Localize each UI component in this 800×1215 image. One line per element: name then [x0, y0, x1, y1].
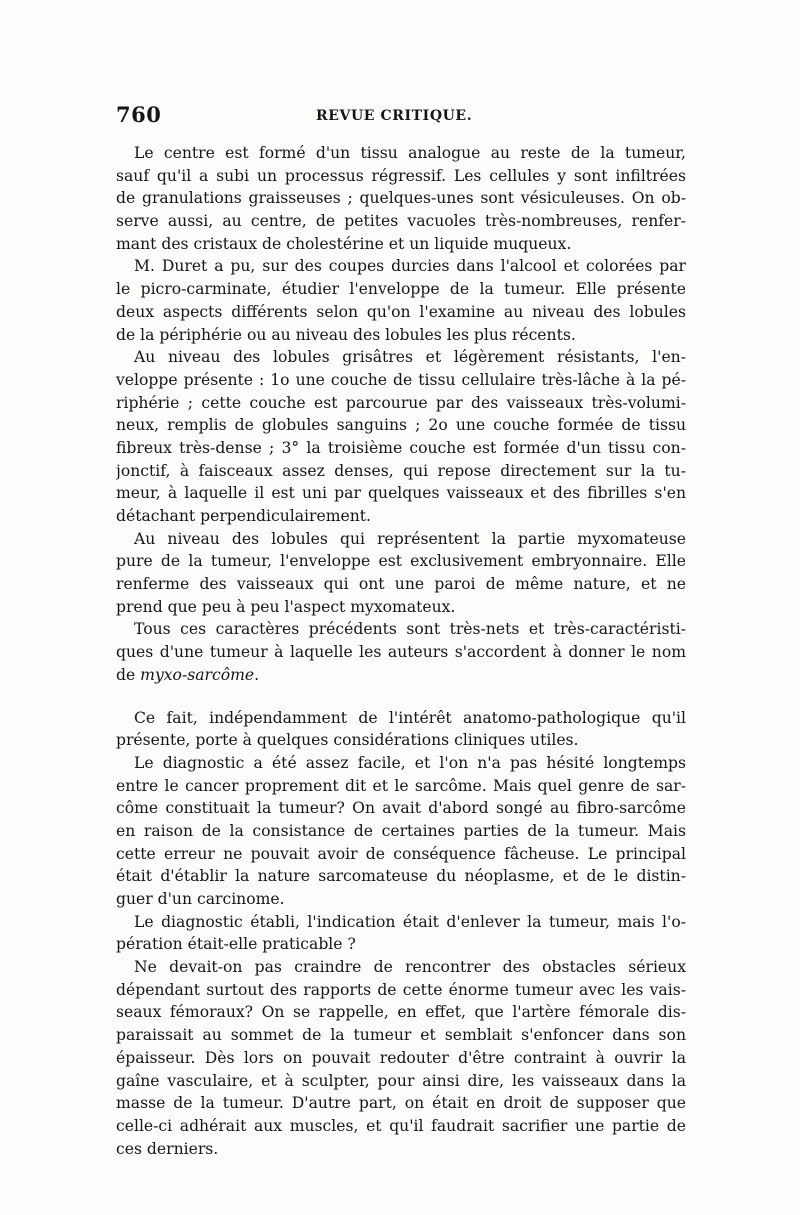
text-line: riphérie ; cette couche est parcourue par des vaisseaux très-volumi- — [116, 393, 686, 412]
paragraph — [116, 346, 686, 528]
text-line: présente, porte à quelques considérations cliniques utiles. — [116, 731, 579, 750]
text-line: de la périphérie ou au niveau des lobules les plus récents. — [116, 325, 576, 344]
paragraph — [116, 618, 686, 686]
page-header — [116, 100, 686, 130]
text-line: Ce fait, indépendamment de l'intérêt anatomo-pathologique qu'il — [134, 708, 686, 727]
text-line: cette erreur ne pouvait avoir de conséquence fâcheuse. Le principal — [116, 844, 686, 863]
paragraph — [116, 255, 686, 346]
text-line: ques d'une tumeur à laquelle les auteurs s'accordent à donner le nom — [116, 643, 686, 662]
text-line: celle-ci adhérait aux muscles, et qu'il faudrait sacrifier une partie de — [116, 1116, 686, 1135]
text-line: Au niveau des lobules grisâtres et légèrement résistants, l'en- — [134, 348, 686, 367]
text-line: détachant perpendiculairement. — [116, 507, 372, 525]
page-number: 760 — [116, 102, 162, 127]
paragraph — [116, 528, 686, 619]
text-line: prend que peu à peu l'aspect myxomateux. — [116, 597, 456, 616]
paragraph — [116, 752, 686, 911]
text-line: M. Duret a pu, sur des coupes durcies dans l'alcool et colorées par — [134, 257, 686, 276]
text-line — [116, 664, 686, 687]
text-line: ces derniers. — [116, 1139, 219, 1158]
section-gap — [116, 687, 686, 707]
text-line: seaux fémoraux? On se rappelle, en effet, que l'artère fémorale dis- — [116, 1003, 686, 1022]
paragraph — [116, 707, 686, 752]
text-line: sauf qu'il a subi un processus régressif. Les cellules y sont infiltrées — [116, 166, 686, 185]
text-line: serve aussi, au centre, de petites vacuoles très-nombreuses, renfer- — [116, 212, 686, 231]
text-fragment: . — [254, 665, 260, 684]
text-line: paraissait au sommet de la tumeur et semblait s'enfoncer dans son — [116, 1026, 686, 1045]
text-line: épaisseur. Dès lors on pouvait redouter d'être contraint à ouvrir la — [116, 1048, 686, 1067]
text-line: entre le cancer proprement dit et le sarcôme. Mais quel genre de sar- — [116, 776, 686, 795]
text-line: guer d'un carcinome. — [116, 890, 285, 908]
text-line: dépendant surtout des rapports de cette énorme tumeur avec les vais- — [116, 980, 686, 999]
text-line: le picro-carminate, étudier l'enveloppe de la tumeur. Elle présente — [116, 280, 686, 299]
text-line: mant des cristaux de cholestérine et un liquide muqueux. — [116, 234, 572, 253]
text-line: Au niveau des lobules qui représentent la partie myxomateuse — [134, 529, 686, 548]
text-fragment: de — [116, 665, 141, 684]
text-line: neux, remplis de globules sanguins ; 2o une couche formée de tissu — [116, 416, 686, 435]
text-line: de granulations graisseuses ; quelques-unes sont vésiculeuses. On ob- — [116, 189, 686, 208]
text-line: Tous ces caractères précédents sont très-nets et très-caractéristi- — [134, 620, 686, 639]
text-line: Le centre est formé d'un tissu analogue au reste de la tumeur, — [134, 144, 686, 162]
text-line: deux aspects différents selon qu'on l'examine au niveau des lobules — [116, 302, 686, 321]
text-line: en raison de la consistance de certaines parties de la tumeur. Mais — [116, 821, 686, 840]
italic-term: myxo-sarcôme — [140, 665, 255, 684]
text-body — [116, 142, 686, 1160]
running-head: REVUE CRITIQUE. — [316, 108, 473, 124]
text-line: côme constituait la tumeur? On avait d'abord songé au fibro-sarcôme — [116, 799, 686, 818]
text-line: pération était-elle praticable ? — [116, 935, 356, 954]
paragraph — [116, 956, 686, 1160]
text-line: meur, à laquelle il est uni par quelques vaisseaux et des fibrilles s'en — [116, 484, 686, 503]
text-line: Ne devait-on pas craindre de rencontrer des obstacles sérieux — [134, 958, 686, 977]
text-line: renferme des vaisseaux qui ont une paroi de même nature, et ne — [116, 575, 686, 594]
text-line: était d'établir la nature sarcomateuse du néoplasme, et de le distin- — [116, 867, 686, 886]
paragraph — [116, 911, 686, 956]
text-line: Le diagnostic établi, l'indication était d'enlever la tumeur, mais l'o- — [134, 912, 686, 931]
text-line: pure de la tumeur, l'enveloppe est exclusivement embryonnaire. Elle — [116, 552, 686, 571]
text-line: gaîne vasculaire, et à sculpter, pour ainsi dire, les vaisseaux dans la — [116, 1071, 686, 1090]
text-line: veloppe présente : 1o une couche de tissu cellulaire très-lâche à la pé- — [116, 370, 686, 389]
paragraph — [116, 142, 686, 255]
text-line: masse de la tumeur. D'autre part, on était en droit de supposer que — [116, 1094, 686, 1113]
text-line: jonctif, à faisceaux assez denses, qui repose directement sur la tu- — [116, 461, 686, 480]
text-line: fibreux très-dense ; 3° la troisième couche est formée d'un tissu con- — [116, 438, 686, 457]
text-line: Le diagnostic a été assez facile, et l'on n'a pas hésité longtemps — [134, 753, 686, 772]
